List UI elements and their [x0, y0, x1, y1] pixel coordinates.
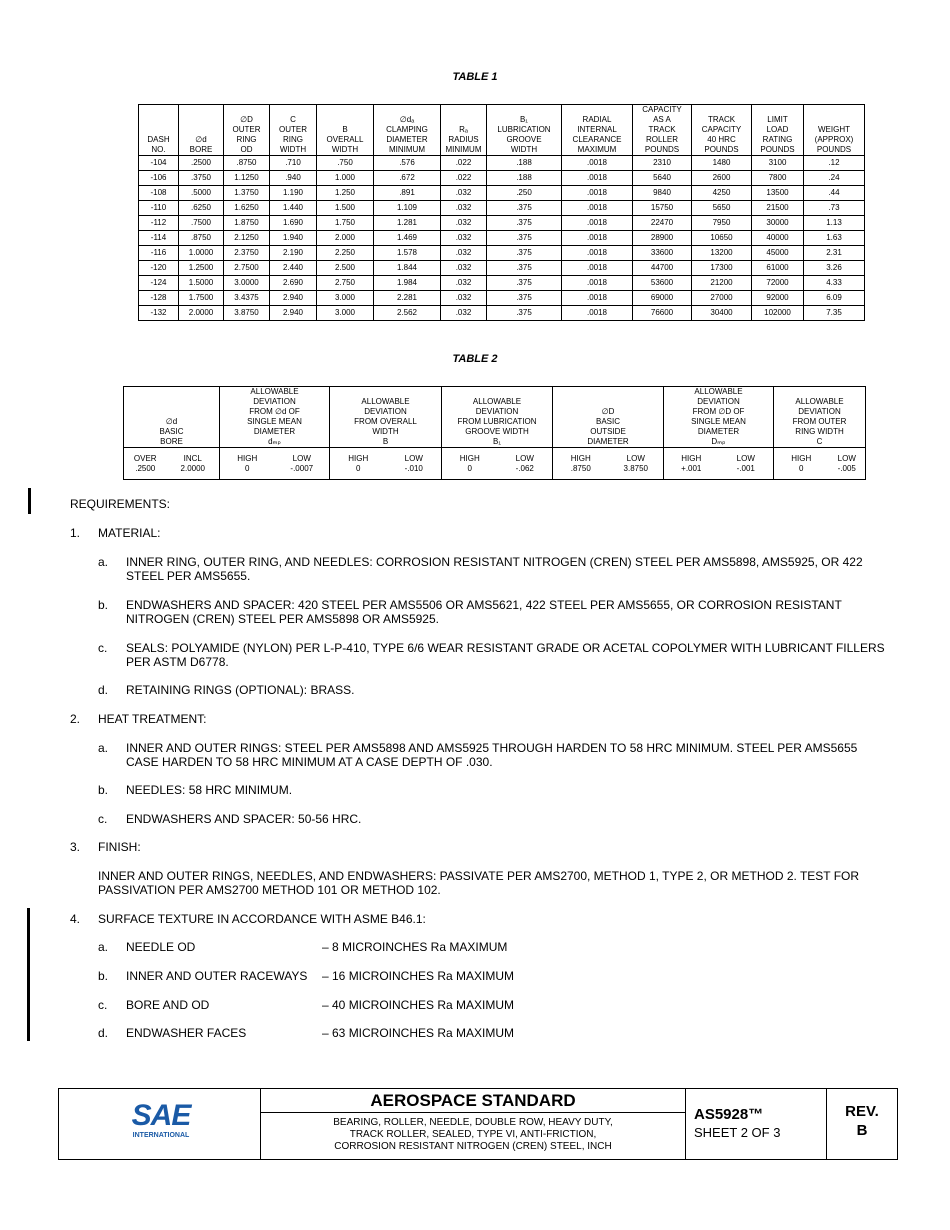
table-cell: 3.000	[317, 306, 374, 321]
texture-value: – 8 MICROINCHES Ra MAXIMUM	[322, 940, 508, 954]
table1-title: TABLE 1	[452, 71, 498, 83]
table-cell: 2.940	[270, 306, 317, 321]
table-cell: .12	[804, 156, 865, 171]
t1-header-limit-load: LIMIT LOAD RATING POUNDS	[752, 105, 804, 156]
table-cell: 40000	[752, 231, 804, 246]
standard-description	[261, 1117, 685, 1153]
table-row	[139, 231, 865, 246]
item-text: SEALS: POLYAMIDE (NYLON) PER L-P-410, TYPE 6/6 WEAR RESISTANT GRADE OR ACETAL COPOLYMER WITH LUBRICANT FILLERS PER ASTM D6778.	[126, 641, 885, 669]
t1-header-weight: WEIGHT (APPROX) POUNDS	[804, 105, 865, 156]
table-row	[139, 261, 865, 276]
table-cell: 2.500	[317, 261, 374, 276]
t2-header-basic-od: ∅D BASIC OUTSIDE DIAMETER	[553, 387, 664, 448]
table-cell: .375	[487, 246, 562, 261]
table-cell: .032	[441, 201, 487, 216]
table-row	[139, 216, 865, 231]
table-cell: 2.0000	[179, 306, 224, 321]
table-cell: .940	[270, 171, 317, 186]
table-cell: 3.8750	[224, 306, 270, 321]
cell-value: -.0007	[290, 463, 314, 473]
table-cell: .0018	[562, 291, 633, 306]
table-cell: 15750	[633, 201, 692, 216]
section-text: INNER AND OUTER RINGS, NEEDLES, AND ENDWASHERS: PASSIVATE PER AMS2700, METHOD 1, TYPE 2, OR METHOD 2. TEST FOR PASSIVATION PER AMS2700 METHOD 101 OR METHOD 102.	[98, 869, 860, 897]
table-cell: 2310	[633, 156, 692, 171]
cell-label: INCL	[183, 453, 202, 463]
table-cell: .891	[374, 186, 441, 201]
texture-value: – 63 MICROINCHES Ra MAXIMUM	[322, 1026, 515, 1040]
table-cell: 27000	[692, 291, 752, 306]
section-title: MATERIAL:	[98, 526, 161, 540]
t1-header-track-capacity: TRACK CAPACITY 40 HRC POUNDS	[692, 105, 752, 156]
table-cell: 2600	[692, 171, 752, 186]
table-cell: 1.1250	[224, 171, 270, 186]
cell-label: LOW	[292, 453, 311, 463]
item-letter: a.	[98, 555, 109, 569]
desc-line: CORROSION RESISTANT NITROGEN (CREN) STEEL, INCH	[334, 1141, 612, 1152]
cell-label: LOW	[626, 453, 645, 463]
item-letter: c.	[98, 641, 108, 655]
table-row	[139, 291, 865, 306]
table-cell: 6.09	[804, 291, 865, 306]
cell-value: -.062	[515, 463, 534, 473]
cell-value: .2500	[135, 463, 156, 473]
cell-label: LOW	[736, 453, 755, 463]
table-cell: 1.7500	[179, 291, 224, 306]
section-number: 2.	[70, 712, 81, 726]
table-cell: .0018	[562, 156, 633, 171]
table-cell: .8750	[224, 156, 270, 171]
table-cell: 3.4375	[224, 291, 270, 306]
table-cell: 2.281	[374, 291, 441, 306]
table-cell: .7500	[179, 216, 224, 231]
section-title: FINISH:	[98, 840, 141, 854]
item-letter: c.	[98, 812, 108, 826]
table-cell: 5650	[692, 201, 752, 216]
cell-label: HIGH	[570, 453, 591, 463]
table-cell: -124	[139, 276, 179, 291]
sae-logo-subtext: INTERNATIONAL	[132, 1132, 190, 1139]
cell-value: -.010	[404, 463, 423, 473]
table-cell: 2.1250	[224, 231, 270, 246]
table-cell: 33600	[633, 246, 692, 261]
table-cell: 2.562	[374, 306, 441, 321]
table-row	[139, 156, 865, 171]
table-cell: 1.2500	[179, 261, 224, 276]
table-cell: -106	[139, 171, 179, 186]
table-cell: .0018	[562, 306, 633, 321]
requirements-heading: REQUIREMENTS:	[70, 497, 171, 511]
t1-header-clearance: RADIAL INTERNAL CLEARANCE MAXIMUM	[562, 105, 633, 156]
item-letter: b.	[98, 969, 109, 983]
table-cell: 1.109	[374, 201, 441, 216]
table-cell	[442, 448, 498, 480]
table-cell	[609, 448, 664, 480]
revision-label: REV.	[845, 1103, 879, 1120]
table-cell: 2.7500	[224, 261, 270, 276]
table-cell	[330, 448, 387, 480]
standard-heading: AEROSPACE STANDARD	[370, 1091, 576, 1110]
table-cell: -114	[139, 231, 179, 246]
table-row	[139, 306, 865, 321]
table-cell: -108	[139, 186, 179, 201]
table-cell: 2.690	[270, 276, 317, 291]
table-cell: 76600	[633, 306, 692, 321]
table-cell: 1.844	[374, 261, 441, 276]
table-cell: 9840	[633, 186, 692, 201]
table-cell: 2.940	[270, 291, 317, 306]
table-cell: 72000	[752, 276, 804, 291]
table-cell	[829, 448, 866, 480]
table-cell: 3100	[752, 156, 804, 171]
table-cell: 61000	[752, 261, 804, 276]
table-cell	[220, 448, 275, 480]
table-cell: 2.750	[317, 276, 374, 291]
table-cell	[774, 448, 829, 480]
table-cell: 1.440	[270, 201, 317, 216]
cell-value: .8750	[570, 463, 591, 473]
section-title: HEAT TREATMENT:	[98, 712, 207, 726]
table-cell: 30400	[692, 306, 752, 321]
cell-label: LOW	[837, 453, 856, 463]
table-cell: 1.469	[374, 231, 441, 246]
table-cell: 1.8750	[224, 216, 270, 231]
table-cell: 10650	[692, 231, 752, 246]
cell-label: HIGH	[348, 453, 369, 463]
table-cell: .032	[441, 216, 487, 231]
table-cell	[167, 448, 220, 480]
cell-value: -.005	[837, 463, 856, 473]
table-cell: .032	[441, 291, 487, 306]
item-text: ENDWASHERS AND SPACER: 50-56 HRC.	[126, 812, 362, 826]
table-cell: 2.000	[317, 231, 374, 246]
document-number: AS5928™	[694, 1106, 764, 1123]
item-letter: b.	[98, 783, 109, 797]
table-cell: .250	[487, 186, 562, 201]
table-cell: .0018	[562, 246, 633, 261]
t2-header-dev-outer-width: ALLOWABLE DEVIATION FROM OUTER RING WIDTH C	[774, 387, 866, 448]
item-letter: d.	[98, 683, 109, 697]
table-cell: .73	[804, 201, 865, 216]
table-cell: 3.000	[317, 291, 374, 306]
table-cell: 1.6250	[224, 201, 270, 216]
item-letter: a.	[98, 741, 109, 755]
table-cell: -128	[139, 291, 179, 306]
section-title: SURFACE TEXTURE IN ACCORDANCE WITH ASME B46.1:	[98, 912, 426, 926]
t1-header-dash: DASH NO.	[139, 105, 179, 156]
item-text: NEEDLES: 58 HRC MINIMUM.	[126, 783, 293, 797]
table-cell: .24	[804, 171, 865, 186]
item-letter: a.	[98, 940, 109, 954]
table-cell: 3.26	[804, 261, 865, 276]
table-cell: .375	[487, 261, 562, 276]
cell-value: 0	[356, 463, 361, 473]
title-block	[58, 1088, 898, 1160]
table-cell: 2.440	[270, 261, 317, 276]
table-cell: .188	[487, 171, 562, 186]
revision-change-bar	[27, 908, 30, 1041]
table2-title: TABLE 2	[452, 353, 498, 365]
table-cell: .375	[487, 276, 562, 291]
table-row	[139, 186, 865, 201]
table-cell: 69000	[633, 291, 692, 306]
table-cell: .375	[487, 291, 562, 306]
table-cell: .375	[487, 231, 562, 246]
item-letter: c.	[98, 998, 108, 1012]
table-cell: 102000	[752, 306, 804, 321]
table-cell: 4.33	[804, 276, 865, 291]
texture-surface: NEEDLE OD	[126, 940, 196, 954]
table-cell: 3.0000	[224, 276, 270, 291]
revision-change-bar	[28, 488, 31, 514]
cell-label: LOW	[515, 453, 534, 463]
table-cell: .2500	[179, 156, 224, 171]
revision-value: B	[856, 1122, 868, 1139]
table-cell: 1.940	[270, 231, 317, 246]
table-row	[139, 276, 865, 291]
sheet-number: SHEET 2 OF 3	[694, 1125, 781, 1140]
table-cell: .710	[270, 156, 317, 171]
table-cell: 1480	[692, 156, 752, 171]
cell-value: -.001	[736, 463, 755, 473]
table-cell	[387, 448, 442, 480]
item-text: INNER AND OUTER RINGS: STEEL PER AMS5898 AND AMS5925 THROUGH HARDEN TO 58 HRC MINIMUM. STEEL PER AMS5655 CASE HARDEN TO 58 HRC MINIMUM AT A CASE DEPTH OF .030.	[126, 741, 858, 769]
item-letter: d.	[98, 1026, 109, 1040]
cell-value: +.001	[681, 463, 702, 473]
table-cell: .6250	[179, 201, 224, 216]
section-number: 1.	[70, 526, 81, 540]
t2-header-dev-overall-width: ALLOWABLE DEVIATION FROM OVERALL WIDTH B	[330, 387, 442, 448]
table-cell: 1.63	[804, 231, 865, 246]
cell-value: 3.8750	[623, 463, 648, 473]
table-cell: 4250	[692, 186, 752, 201]
table-cell	[124, 448, 167, 480]
table-cell: 1.3750	[224, 186, 270, 201]
table-cell: 1.250	[317, 186, 374, 201]
table-cell: .0018	[562, 186, 633, 201]
cell-value: 2.0000	[180, 463, 205, 473]
cell-value: 0	[245, 463, 250, 473]
table-cell: .032	[441, 306, 487, 321]
item-text: ENDWASHERS AND SPACER: 420 STEEL PER AMS5506 OR AMS5621, 422 STEEL PER AMS5655, OR CORROSION RESISTANT NITROGEN (CREN) STEEL PER AMS5898 OR AMS5925.	[126, 598, 842, 626]
table-cell: .188	[487, 156, 562, 171]
table-cell: 1.500	[317, 201, 374, 216]
table-cell: 1.13	[804, 216, 865, 231]
table-cell: 1.578	[374, 246, 441, 261]
table-cell	[553, 448, 609, 480]
texture-surface: ENDWASHER FACES	[126, 1026, 247, 1040]
sae-logo-text: SAE	[131, 1099, 191, 1132]
cell-label: HIGH	[681, 453, 702, 463]
table-cell: -104	[139, 156, 179, 171]
table-cell: .022	[441, 156, 487, 171]
cell-label: HIGH	[459, 453, 480, 463]
cell-label: OVER	[133, 453, 157, 463]
texture-value: – 16 MICROINCHES Ra MAXIMUM	[322, 969, 515, 983]
table-cell: .0018	[562, 171, 633, 186]
t1-header-overall-width: B OVERALL WIDTH	[317, 105, 374, 156]
t1-header-clamping-dia: ∅dₐ CLAMPING DIAMETER MINIMUM	[374, 105, 441, 156]
table-cell: .032	[441, 231, 487, 246]
table-cell: .576	[374, 156, 441, 171]
t2-header-dev-groove-width: ALLOWABLE DEVIATION FROM LUBRICATION GROOVE WIDTH B₁	[442, 387, 553, 448]
table-cell: .0018	[562, 216, 633, 231]
table-cell	[275, 448, 330, 480]
t1-header-outer-od: ∅D OUTER RING OD	[224, 105, 270, 156]
table-cell: 1.5000	[179, 276, 224, 291]
table-cell: .3750	[179, 171, 224, 186]
table-cell	[498, 448, 553, 480]
table-cell: 28900	[633, 231, 692, 246]
table-cell: .0018	[562, 261, 633, 276]
t2-values-row	[124, 448, 866, 480]
section-number: 4.	[70, 912, 81, 926]
cell-label: LOW	[404, 453, 423, 463]
table-cell: 21200	[692, 276, 752, 291]
cell-label: HIGH	[791, 453, 812, 463]
table-cell: 1.750	[317, 216, 374, 231]
table-cell: .032	[441, 186, 487, 201]
desc-line: BEARING, ROLLER, NEEDLE, DOUBLE ROW, HEAVY DUTY,	[333, 1117, 613, 1128]
table-cell: .375	[487, 201, 562, 216]
table-cell: 92000	[752, 291, 804, 306]
table1	[138, 104, 865, 321]
table-cell: .0018	[562, 276, 633, 291]
table-cell: .022	[441, 171, 487, 186]
table-cell: 5640	[633, 171, 692, 186]
table-cell: 44700	[633, 261, 692, 276]
table-cell: -132	[139, 306, 179, 321]
t1-header-capacity: CAPACITY AS A TRACK ROLLER POUNDS	[633, 105, 692, 156]
item-text: RETAINING RINGS (OPTIONAL): BRASS.	[126, 683, 355, 697]
table-cell: 1.000	[317, 171, 374, 186]
sae-logo	[125, 1101, 197, 1147]
table-cell	[719, 448, 774, 480]
table-cell: 21500	[752, 201, 804, 216]
t2-header-basic-bore: ∅d BASIC BORE	[124, 387, 220, 448]
desc-line: TRACK ROLLER, SEALED, TYPE VI, ANTI-FRICTION,	[349, 1129, 597, 1140]
table-cell: .5000	[179, 186, 224, 201]
table-cell: 45000	[752, 246, 804, 261]
texture-surface: BORE AND OD	[126, 998, 210, 1012]
t1-header-outer-width: C OUTER RING WIDTH	[270, 105, 317, 156]
t2-header-dev-od: ALLOWABLE DEVIATION FROM ∅D OF SINGLE MEAN DIAMETER Dₘₚ	[664, 387, 774, 448]
table-cell: .375	[487, 216, 562, 231]
table-row	[139, 246, 865, 261]
table-cell: .672	[374, 171, 441, 186]
t2-header-dev-bore: ALLOWABLE DEVIATION FROM ∅d OF SINGLE MEAN DIAMETER dₘₚ	[220, 387, 330, 448]
t1-header-radius: Rₐ RADIUS MINIMUM	[441, 105, 487, 156]
table-cell: 30000	[752, 216, 804, 231]
table-cell: -116	[139, 246, 179, 261]
table-cell: 22470	[633, 216, 692, 231]
table-cell: -112	[139, 216, 179, 231]
table-cell: .8750	[179, 231, 224, 246]
cell-label: HIGH	[237, 453, 258, 463]
table-cell: 1.984	[374, 276, 441, 291]
table-cell: 7800	[752, 171, 804, 186]
t1-header-groove-width: B₁ LUBRICATION GROOVE WIDTH	[487, 105, 562, 156]
table-cell: 53600	[633, 276, 692, 291]
table-cell: 13200	[692, 246, 752, 261]
cell-value: 0	[467, 463, 472, 473]
table-row	[139, 171, 865, 186]
table2	[123, 386, 866, 480]
table-cell: 1.690	[270, 216, 317, 231]
table-cell: 2.31	[804, 246, 865, 261]
table-cell: .44	[804, 186, 865, 201]
t1-header-bore: ∅d BORE	[179, 105, 224, 156]
table-cell: 1.190	[270, 186, 317, 201]
table-cell: .032	[441, 276, 487, 291]
item-letter: b.	[98, 598, 109, 612]
table-cell: .032	[441, 261, 487, 276]
cell-value: 0	[799, 463, 804, 473]
table-cell: 13500	[752, 186, 804, 201]
table-cell: 2.250	[317, 246, 374, 261]
table-cell: .750	[317, 156, 374, 171]
table-cell: .375	[487, 306, 562, 321]
texture-value: – 40 MICROINCHES Ra MAXIMUM	[322, 998, 515, 1012]
table-cell: .0018	[562, 201, 633, 216]
table-cell: 1.281	[374, 216, 441, 231]
section-number: 3.	[70, 840, 81, 854]
table-cell: .032	[441, 246, 487, 261]
table-cell: -110	[139, 201, 179, 216]
table-cell: 1.0000	[179, 246, 224, 261]
table-cell: 2.190	[270, 246, 317, 261]
item-text: INNER RING, OUTER RING, AND NEEDLES: CORROSION RESISTANT NITROGEN (CREN) STEEL PER AMS5898, AMS5925, OR 422 STEEL PER AMS5655.	[126, 555, 863, 583]
table-cell: .0018	[562, 231, 633, 246]
table-cell: -120	[139, 261, 179, 276]
table-row	[139, 201, 865, 216]
table-cell: 7.35	[804, 306, 865, 321]
table-cell: 7950	[692, 216, 752, 231]
table-cell: 2.3750	[224, 246, 270, 261]
table-cell: 17300	[692, 261, 752, 276]
texture-surface: INNER AND OUTER RACEWAYS	[126, 969, 308, 983]
table-cell	[664, 448, 719, 480]
